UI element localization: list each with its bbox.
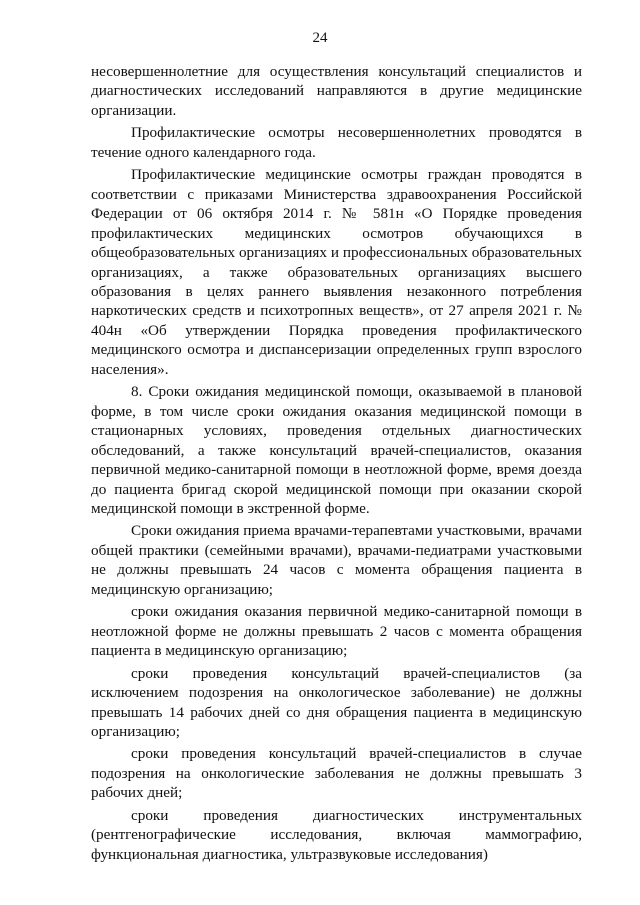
document-body bbox=[91, 62, 582, 867]
paragraph-minors-exams: Профилактические осмотры несовершеннолетних проводятся в течение одного календарного года. bbox=[91, 124, 582, 161]
paragraph-specialist-wait: сроки проведения консультаций врачей-специалистов (за исключением подозрения на онкологическое заболевание) не должны превышать 14 рабочих дней со дня обращения пациента в медицинскую организацию; bbox=[91, 664, 582, 740]
paragraph-diagnostics-wait: сроки проведения диагностических инструментальных (рентгенографические исследования, включая маммографию, функциональная диагностика, ультразвуковые исследования) bbox=[91, 806, 582, 863]
paragraph-continuation: несовершеннолетние для осуществления консультаций специалистов и диагностических исследований направляются в другие медицинские организации. bbox=[91, 63, 582, 119]
page-number: 24 bbox=[312, 30, 328, 46]
paragraph-citizens-exams: Профилактические медицинские осмотры граждан проводятся в соответствии с приказами Министерства здравоохранения Российской Федерации от 06 октября 2014 г. № 581н «О Порядке проведения профилактических медицинских осмотров обучающихся в общеобразовательных организациях и профессиональных образовательных организациях, а также образовательных организациях высшего образования в целях раннего выявления незаконного потребления наркотических средств и психотропных веществ», от 27 апреля 2021 г. № 404н «Об утверждении Порядка проведения профилактического медицинского осмотра и диспансеризации определенных групп взрослого населения». bbox=[91, 166, 582, 378]
paragraph-urgent-wait: сроки ожидания оказания первичной медико-санитарной помощи в неотложной форме не должны превышать 2 часов с момента обращения пациента в медицинскую организацию; bbox=[91, 603, 582, 660]
paragraph-therapist-wait: Сроки ожидания приема врачами-терапевтами участковыми, врачами общей практики (семейными врачами), врачами-педиатрами участковыми не должны превышать 24 часов с момента обращения пациента в медицинскую организацию; bbox=[91, 522, 582, 598]
paragraph-section-8: 8. Сроки ожидания медицинской помощи, оказываемой в плановой форме, в том числе сроки ожидания оказания медицинской помощи в стационарных условиях, проведения отдельных диагностических обследований, а также консультаций врачей-специалистов, оказания первичной медико-санитарной помощи в неотложной форме, время доезда до пациента бригад скорой медицинской помощи при оказании скорой медицинской помощи в экстренной форме. bbox=[91, 383, 582, 517]
paragraph-oncology-wait: сроки проведения консультаций врачей-специалистов в случае подозрения на онкологические заболевания не должны превышать 3 рабочих дней; bbox=[91, 745, 582, 802]
